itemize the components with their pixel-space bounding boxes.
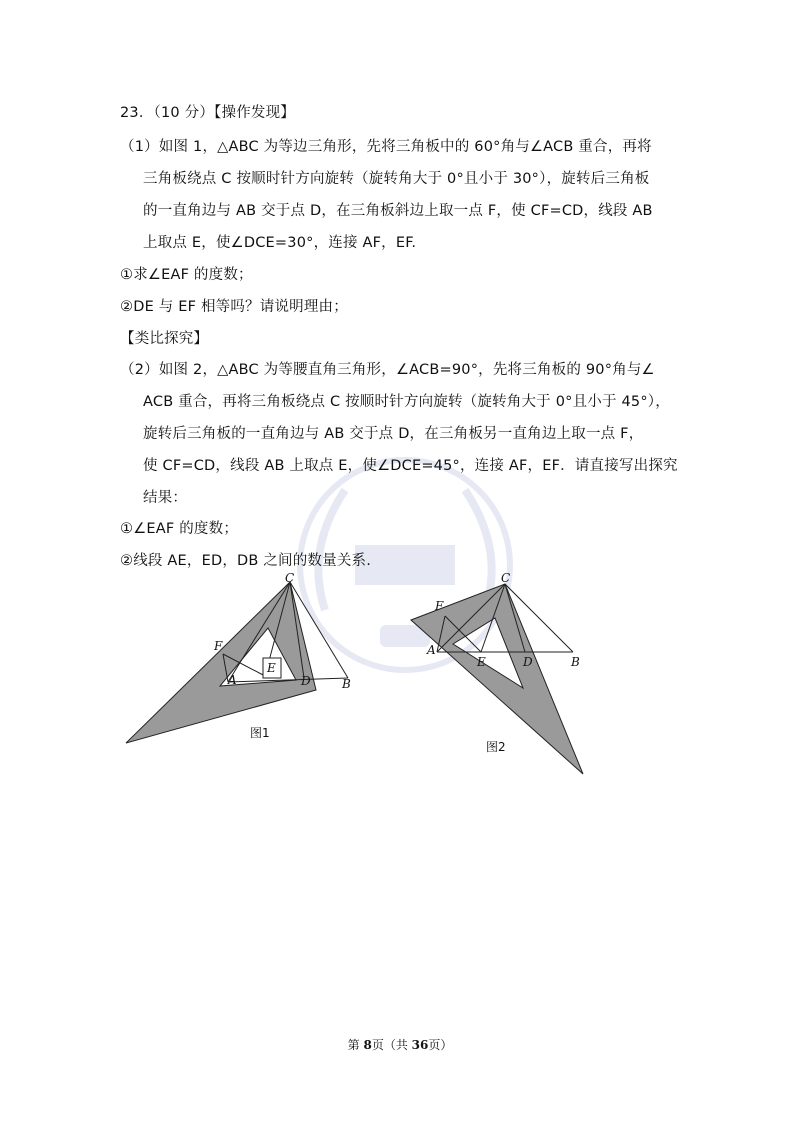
question-3: ①∠EAF 的度数； xyxy=(120,521,239,537)
part2-line-5: 结果： xyxy=(143,490,188,506)
fig1-label-D: D xyxy=(301,674,311,688)
part1-line-1: （1）如图 1，△ABC 为等边三角形，先将三角板中的 60°角与∠ACB 重合，再将 xyxy=(120,139,652,155)
problem-header: 23．（10 分）【操作发现】 xyxy=(120,105,296,121)
fig1-label-E: E xyxy=(267,661,276,675)
question-4: ②线段 AE，ED，DB 之间的数量关系. xyxy=(120,553,372,569)
figure1-triangle-plate xyxy=(126,582,316,743)
fig2-label-C: C xyxy=(501,571,511,585)
part2-line-3: 旋转后三角板的一直角边与 AB 交于点 D，在三角板另一直角边上取一点 F， xyxy=(143,426,644,442)
fig1-label-B: B xyxy=(342,677,351,691)
footer-suffix: 页） xyxy=(428,1038,453,1052)
fig2-label-B: B xyxy=(571,655,580,669)
section-heading: 【类比探究】 xyxy=(120,331,209,347)
page-footer xyxy=(0,1036,800,1053)
figure-1-caption: 图1 xyxy=(250,726,270,740)
fig2-label-F: F xyxy=(435,599,444,613)
fig1-label-C: C xyxy=(285,571,295,585)
footer-mid: 页（共 xyxy=(371,1038,412,1052)
footer-prefix: 第 xyxy=(347,1038,364,1052)
part1-line-2: 三角板绕点 C 按顺时针方向旋转（旋转角大于 0°且小于 30°），旋转后三角板 xyxy=(143,171,650,187)
part2-line-2: ACB 重合，再将三角板绕点 C 按顺时针方向旋转（旋转角大于 0°且小于 45°）， xyxy=(143,394,670,410)
part2-line-4: 使 CF=CD，线段 AB 上取点 E，使∠DCE=45°，连接 AF，EF．请直接写出探究 xyxy=(143,458,678,474)
fig1-label-A: A xyxy=(228,673,237,687)
fig2-label-A: A xyxy=(427,643,436,657)
question-1: ①求∠EAF 的度数； xyxy=(120,267,253,283)
part1-line-3: 的一直角边与 AB 交于点 D，在三角板斜边上取一点 F，使 CF=CD，线段 AB xyxy=(143,203,653,219)
part2-line-1: （2）如图 2，△ABC 为等腰直角三角形，∠ACB=90°，先将三角板的 90°角与∠ xyxy=(120,362,655,378)
fig1-label-F: F xyxy=(214,639,223,653)
figure-1 xyxy=(118,568,358,748)
footer-page-number: 8 xyxy=(363,1038,372,1052)
footer-total-pages: 36 xyxy=(411,1038,429,1052)
part1-line-4: 上取点 E，使∠DCE=30°，连接 AF，EF. xyxy=(143,235,417,251)
question-2: ②DE 与 EF 相等吗？请说明理由； xyxy=(120,299,348,315)
fig2-label-E: E xyxy=(477,655,486,669)
figure-2-caption: 图2 xyxy=(486,740,506,754)
fig2-label-D: D xyxy=(523,655,533,669)
